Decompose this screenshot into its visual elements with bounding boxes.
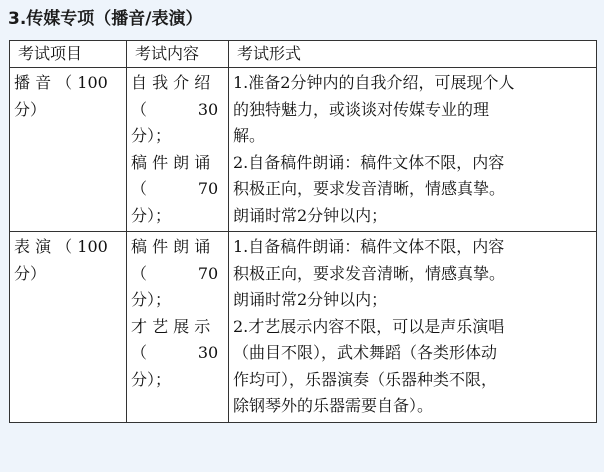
project-line: 表 演 （ 100 xyxy=(14,237,108,256)
cell-project xyxy=(10,68,127,232)
content-line: 才 艺 展 示 xyxy=(131,316,211,336)
content-line: 分）； xyxy=(131,290,172,309)
table-header-row xyxy=(10,41,597,68)
content-line: 分）； xyxy=(131,369,172,389)
project-line: 分） xyxy=(14,99,47,119)
cell-content xyxy=(127,68,229,232)
cell-format xyxy=(229,68,597,232)
table-row-broadcasting xyxy=(10,68,597,232)
exam-table xyxy=(9,40,597,423)
format-line: 2.自备稿件朗诵：稿件文体不限，内容 xyxy=(233,152,505,172)
format-line: 2.才艺展示内容不限，可以是声乐演唱 xyxy=(233,316,505,336)
section-heading: 3.传媒专项（播音/表演） xyxy=(8,9,203,29)
header-exam-format: 考试形式 xyxy=(229,41,597,68)
content-line: （ 30 xyxy=(131,99,219,119)
format-line: 1.准备2分钟内的自我介绍，可展现个人 xyxy=(233,73,515,92)
format-line: 积极正向，要求发音清晰，情感真挚。 xyxy=(233,263,506,283)
format-line: 解。 xyxy=(233,126,266,145)
header-exam-content: 考试内容 xyxy=(127,41,229,68)
content-line: 自 我 介 绍 xyxy=(131,73,211,92)
content-line: （ 30 xyxy=(131,343,219,362)
content-line: 分）； xyxy=(131,126,172,145)
format-line: 朗诵时常2分钟以内； xyxy=(233,205,388,225)
content-line: （ 70 xyxy=(131,179,219,198)
header-exam-project: 考试项目 xyxy=(10,41,127,68)
format-line: 作均可），乐器演奏（乐器种类不限， xyxy=(233,369,498,389)
content-line: 分）； xyxy=(131,205,172,225)
cell-content xyxy=(127,232,229,423)
format-line: 除钢琴外的乐器需要自备）。 xyxy=(233,396,434,415)
content-line: （ 70 xyxy=(131,263,219,283)
format-line: 1.自备稿件朗诵：稿件文体不限，内容 xyxy=(233,237,505,256)
table-row-acting xyxy=(10,232,597,423)
content-line: 稿 件 朗 诵 xyxy=(131,237,211,256)
content-line: 稿 件 朗 诵 xyxy=(131,152,211,172)
format-line: （曲目不限），武术舞蹈（各类形体动 xyxy=(233,343,498,362)
project-line: 分） xyxy=(14,263,47,283)
format-line: 积极正向，要求发音清晰，情感真挚。 xyxy=(233,179,506,198)
format-line: 的独特魅力，或谈谈对传媒专业的理 xyxy=(233,99,490,119)
cell-project xyxy=(10,232,127,423)
project-line: 播 音 （ 100 xyxy=(14,73,108,92)
format-line: 朗诵时常2分钟以内； xyxy=(233,290,388,309)
cell-format xyxy=(229,232,597,423)
